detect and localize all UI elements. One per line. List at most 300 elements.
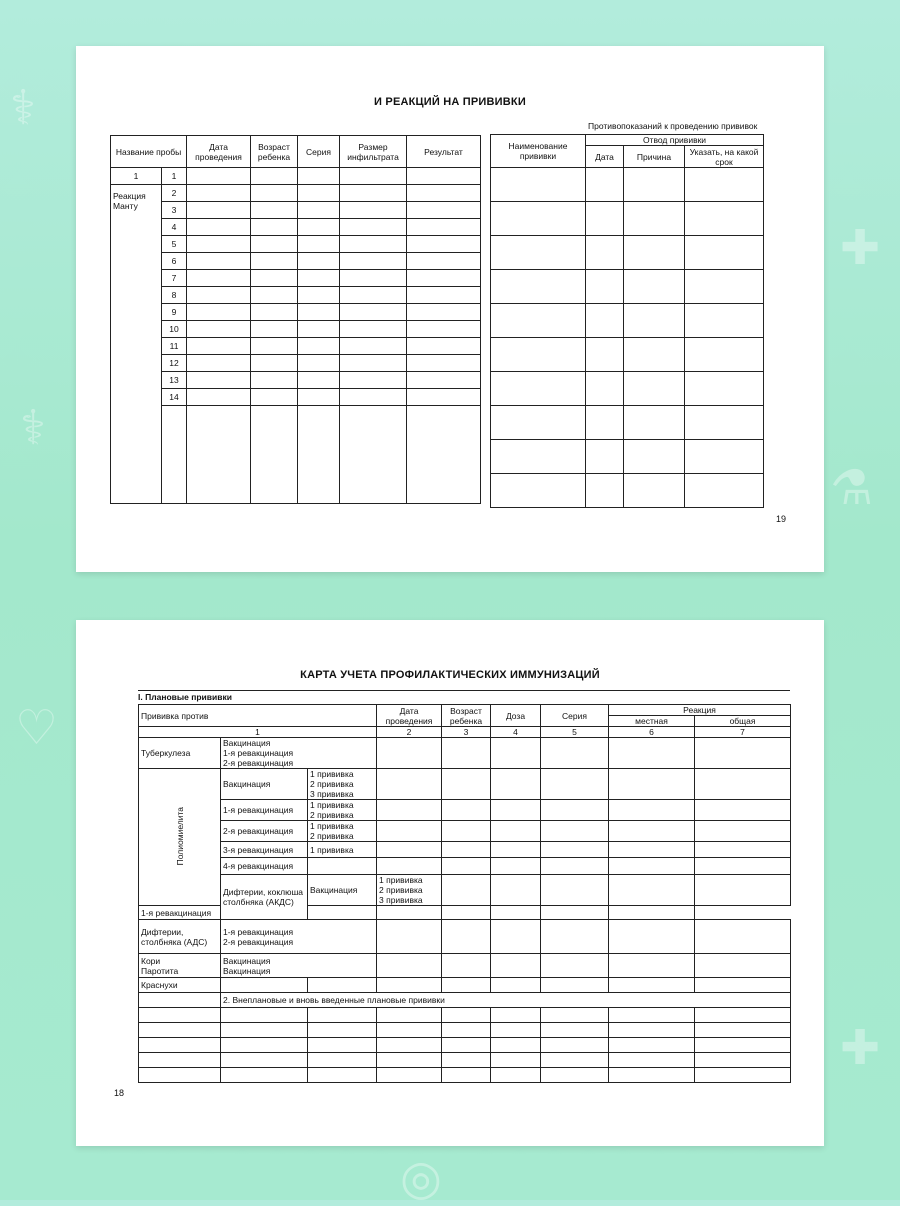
cell[interactable] — [187, 253, 251, 270]
cell[interactable] — [377, 800, 442, 821]
cell[interactable] — [541, 1038, 609, 1053]
cell[interactable] — [139, 1068, 221, 1083]
cell[interactable] — [695, 1053, 791, 1068]
cell[interactable] — [586, 338, 624, 372]
header-age: Возраст ребенка — [442, 705, 491, 727]
row-number: 2 — [162, 185, 187, 202]
cell[interactable] — [407, 236, 481, 253]
cell[interactable] — [377, 906, 442, 920]
cell[interactable] — [139, 1053, 221, 1068]
cell[interactable] — [685, 406, 764, 440]
row-number: 14 — [162, 389, 187, 406]
cell[interactable] — [491, 406, 586, 440]
tb-items: Вакцинация 1-я ревакцинация 2-я ревакцинация — [221, 738, 377, 769]
cell[interactable] — [541, 1053, 609, 1068]
cell[interactable] — [221, 1038, 308, 1053]
cell[interactable] — [586, 304, 624, 338]
cell[interactable] — [695, 1023, 791, 1038]
cell[interactable] — [187, 287, 251, 304]
table-row — [111, 185, 481, 202]
header-reaction: Реакция — [609, 705, 791, 716]
table-row — [491, 440, 764, 474]
polio-revacc-4: 4-я ревакцинация — [221, 858, 308, 875]
row-number: 4 — [162, 219, 187, 236]
cell[interactable] — [541, 769, 609, 800]
cell[interactable] — [624, 202, 685, 236]
cell[interactable] — [442, 858, 491, 875]
table-row — [111, 355, 481, 372]
polio-r2-doses: 1 прививка 2 прививка — [308, 821, 377, 842]
cell[interactable] — [491, 1068, 541, 1083]
cell[interactable] — [187, 389, 251, 406]
cell[interactable] — [340, 355, 407, 372]
cell[interactable] — [624, 406, 685, 440]
cell[interactable] — [340, 338, 407, 355]
cell[interactable] — [609, 738, 695, 769]
cell[interactable] — [251, 185, 298, 202]
cell[interactable] — [340, 168, 407, 185]
cell[interactable] — [586, 270, 624, 304]
cell[interactable] — [695, 1008, 791, 1023]
section-rule — [138, 690, 790, 691]
cell[interactable] — [377, 978, 442, 993]
cell[interactable] — [685, 304, 764, 338]
cell[interactable] — [377, 821, 442, 842]
cell[interactable] — [624, 270, 685, 304]
cell[interactable] — [685, 168, 764, 202]
cell[interactable] — [298, 389, 340, 406]
table-row — [111, 202, 481, 219]
contra-caption: Противопоказаний к проведению прививок — [588, 121, 758, 131]
cell[interactable] — [491, 270, 586, 304]
cell[interactable] — [187, 406, 251, 504]
polio-revacc-3: 3-я ревакцинация — [221, 842, 308, 858]
cell[interactable] — [541, 1023, 609, 1038]
cell[interactable] — [251, 236, 298, 253]
table-row — [491, 474, 764, 508]
table-row — [491, 304, 764, 338]
cell[interactable] — [298, 219, 340, 236]
cell[interactable] — [685, 338, 764, 372]
header-general: общая — [695, 716, 791, 727]
header-withdrawal: Отвод прививки — [586, 135, 764, 146]
cell[interactable] — [340, 219, 407, 236]
cell[interactable] — [695, 1068, 791, 1083]
cell[interactable] — [624, 372, 685, 406]
cell[interactable] — [377, 954, 442, 978]
cell[interactable] — [609, 906, 695, 920]
cell[interactable] — [308, 1068, 377, 1083]
cell[interactable] — [695, 800, 791, 821]
cell[interactable] — [541, 954, 609, 978]
cell[interactable] — [442, 1053, 491, 1068]
cell[interactable] — [442, 906, 491, 920]
cell[interactable] — [251, 372, 298, 389]
cell[interactable] — [442, 821, 491, 842]
cell[interactable] — [442, 954, 491, 978]
row-label-tuberculosis: Туберкулеза — [139, 738, 221, 769]
cell[interactable] — [586, 474, 624, 508]
cell[interactable] — [221, 1053, 308, 1068]
cell[interactable] — [609, 1068, 695, 1083]
cell[interactable] — [491, 769, 541, 800]
cell[interactable] — [442, 978, 491, 993]
row-number: 3 — [162, 202, 187, 219]
cell[interactable] — [340, 372, 407, 389]
table-row — [111, 389, 481, 406]
cross-icon: ✚ — [840, 220, 881, 276]
dt-items: 1-я ревакцинация 2-я ревакцинация — [221, 920, 377, 954]
row-number: 12 — [162, 355, 187, 372]
table-row — [111, 219, 481, 236]
cell[interactable] — [187, 321, 251, 338]
table-row — [491, 236, 764, 270]
cell[interactable] — [298, 253, 340, 270]
cell[interactable] — [695, 920, 791, 954]
header-result: Результат — [407, 136, 481, 168]
cell[interactable] — [221, 978, 308, 993]
cell[interactable] — [340, 406, 407, 504]
cell[interactable] — [491, 821, 541, 842]
cell[interactable] — [251, 389, 298, 406]
cell[interactable] — [624, 236, 685, 270]
table-row — [111, 321, 481, 338]
cell[interactable] — [609, 800, 695, 821]
cell[interactable] — [251, 355, 298, 372]
cell[interactable] — [187, 270, 251, 287]
table-row — [111, 406, 481, 504]
cell[interactable] — [685, 270, 764, 304]
cross-icon: ✚ — [840, 1020, 881, 1076]
cell[interactable] — [695, 769, 791, 800]
cell[interactable] — [251, 406, 298, 504]
cell[interactable] — [187, 355, 251, 372]
cell[interactable] — [491, 1053, 541, 1068]
cell[interactable] — [491, 304, 586, 338]
cell[interactable] — [308, 858, 377, 875]
cell[interactable] — [407, 168, 481, 185]
cell[interactable] — [609, 769, 695, 800]
cell[interactable] — [298, 185, 340, 202]
syringe-icon: ⚕ — [20, 400, 46, 456]
cell[interactable] — [187, 372, 251, 389]
table-row — [111, 372, 481, 389]
cell[interactable] — [377, 842, 442, 858]
polio-r3-doses: 1 прививка — [308, 842, 377, 858]
cell[interactable] — [541, 1068, 609, 1083]
cell[interactable] — [586, 440, 624, 474]
cell[interactable] — [377, 858, 442, 875]
col-number: 1 — [139, 727, 377, 738]
cell[interactable] — [491, 168, 586, 202]
cell[interactable] — [298, 304, 340, 321]
cell[interactable] — [442, 1023, 491, 1038]
cell[interactable] — [251, 287, 298, 304]
col-number: 7 — [695, 727, 791, 738]
cell[interactable] — [308, 1053, 377, 1068]
cell[interactable] — [541, 842, 609, 858]
cell[interactable] — [298, 406, 340, 504]
cell[interactable] — [586, 202, 624, 236]
row-label-measles-mumps: Кори Паротита — [139, 954, 221, 978]
cell[interactable] — [442, 800, 491, 821]
cell[interactable] — [187, 219, 251, 236]
cell[interactable] — [298, 338, 340, 355]
cell[interactable] — [340, 304, 407, 321]
cell[interactable] — [407, 355, 481, 372]
cell[interactable] — [298, 321, 340, 338]
cell[interactable] — [442, 738, 491, 769]
cell[interactable] — [586, 236, 624, 270]
row-label-mantoux: Реакция Манту — [111, 185, 162, 504]
cell[interactable] — [491, 920, 541, 954]
cell[interactable] — [308, 906, 377, 920]
cell[interactable] — [407, 321, 481, 338]
cell[interactable] — [340, 185, 407, 202]
cell[interactable] — [685, 372, 764, 406]
cell[interactable] — [491, 954, 541, 978]
cell[interactable] — [609, 1053, 695, 1068]
cell[interactable] — [541, 821, 609, 842]
cell[interactable] — [308, 1023, 377, 1038]
cell[interactable] — [442, 842, 491, 858]
header-series: Серия — [298, 136, 340, 168]
page-19 — [76, 46, 824, 572]
cell[interactable] — [162, 406, 187, 504]
cell[interactable] — [491, 738, 541, 769]
header-test-name: Название пробы — [111, 136, 187, 168]
header-series: Серия — [541, 705, 609, 727]
cell[interactable] — [340, 321, 407, 338]
bottle-icon: ⚗ — [830, 460, 874, 516]
cell[interactable] — [340, 202, 407, 219]
cell[interactable] — [407, 202, 481, 219]
cell[interactable] — [541, 906, 609, 920]
row-number: 5 — [162, 236, 187, 253]
cell[interactable] — [624, 338, 685, 372]
cell[interactable] — [609, 1008, 695, 1023]
row-label-rubella: Краснухи — [139, 978, 221, 993]
cell[interactable] — [298, 236, 340, 253]
cell[interactable] — [624, 440, 685, 474]
cell[interactable] — [340, 270, 407, 287]
cell[interactable] — [251, 304, 298, 321]
cell[interactable] — [407, 338, 481, 355]
cell[interactable] — [377, 1008, 442, 1023]
cell[interactable] — [340, 253, 407, 270]
cell[interactable] — [491, 440, 586, 474]
table-row — [139, 1038, 791, 1053]
cell[interactable] — [609, 954, 695, 978]
cell[interactable] — [541, 738, 609, 769]
cell[interactable] — [442, 769, 491, 800]
cell[interactable] — [298, 168, 340, 185]
header-size: Размер инфильтрата — [340, 136, 407, 168]
cell[interactable] — [695, 954, 791, 978]
cell[interactable] — [491, 202, 586, 236]
row-number: 7 — [162, 270, 187, 287]
cell[interactable] — [298, 270, 340, 287]
cell[interactable] — [187, 304, 251, 321]
cell[interactable] — [609, 875, 695, 906]
cell[interactable] — [407, 287, 481, 304]
cell[interactable] — [491, 474, 586, 508]
row-number: 1 — [162, 168, 187, 185]
row-number: 11 — [162, 338, 187, 355]
cell[interactable] — [586, 406, 624, 440]
cell[interactable] — [442, 1038, 491, 1053]
cell[interactable] — [407, 389, 481, 406]
cell[interactable] — [308, 1008, 377, 1023]
cell[interactable] — [685, 236, 764, 270]
cell[interactable] — [491, 800, 541, 821]
cell[interactable] — [187, 236, 251, 253]
cell[interactable] — [695, 875, 791, 906]
cell[interactable] — [442, 1008, 491, 1023]
cell[interactable] — [377, 1023, 442, 1038]
cell[interactable] — [407, 372, 481, 389]
cell[interactable] — [187, 168, 251, 185]
cell[interactable] — [407, 253, 481, 270]
cell[interactable] — [442, 1068, 491, 1083]
cell[interactable] — [221, 1008, 308, 1023]
table-row — [139, 1008, 791, 1023]
cell[interactable] — [407, 185, 481, 202]
cell[interactable] — [340, 389, 407, 406]
cell[interactable] — [491, 875, 541, 906]
cell[interactable] — [407, 219, 481, 236]
cell[interactable] — [298, 287, 340, 304]
cell[interactable] — [407, 270, 481, 287]
cell[interactable] — [541, 920, 609, 954]
table-row — [139, 1053, 791, 1068]
cell[interactable] — [586, 372, 624, 406]
cell[interactable] — [609, 821, 695, 842]
page-number: 19 — [776, 514, 787, 524]
cell[interactable] — [624, 474, 685, 508]
heart-icon: ♡ — [15, 700, 59, 756]
cell[interactable] — [541, 858, 609, 875]
cell[interactable] — [586, 168, 624, 202]
polio-revacc-1: 1-я ревакцинация — [221, 800, 308, 821]
polio-vaccination: Вакцинация — [221, 769, 308, 800]
cell[interactable] — [442, 920, 491, 954]
cell[interactable] — [609, 858, 695, 875]
cell[interactable] — [407, 406, 481, 504]
header-local: местная — [609, 716, 695, 727]
cell[interactable] — [377, 1068, 442, 1083]
cell[interactable] — [251, 270, 298, 287]
cell[interactable] — [407, 304, 481, 321]
cell[interactable] — [695, 978, 791, 993]
cell[interactable] — [685, 202, 764, 236]
cell[interactable] — [377, 1053, 442, 1068]
cell[interactable] — [340, 236, 407, 253]
cell[interactable] — [695, 1038, 791, 1053]
cell[interactable] — [377, 1038, 442, 1053]
cell[interactable] — [298, 202, 340, 219]
cell[interactable] — [298, 372, 340, 389]
cell[interactable] — [695, 858, 791, 875]
cell[interactable] — [491, 1038, 541, 1053]
col-number: 4 — [491, 727, 541, 738]
cell[interactable] — [609, 1038, 695, 1053]
cell[interactable] — [221, 1023, 308, 1038]
cell[interactable] — [491, 906, 541, 920]
cell[interactable] — [695, 738, 791, 769]
cell[interactable] — [251, 321, 298, 338]
cell[interactable] — [609, 978, 695, 993]
cell[interactable] — [340, 287, 407, 304]
cell[interactable] — [685, 440, 764, 474]
cell[interactable] — [541, 978, 609, 993]
cell[interactable] — [685, 474, 764, 508]
section-title: I. Плановые прививки — [138, 692, 232, 702]
cell[interactable] — [609, 1023, 695, 1038]
cell[interactable] — [251, 338, 298, 355]
table-row — [491, 168, 764, 202]
cell[interactable] — [377, 920, 442, 954]
cell[interactable] — [491, 1023, 541, 1038]
cell[interactable] — [251, 219, 298, 236]
cell[interactable] — [442, 875, 491, 906]
cell[interactable] — [251, 202, 298, 219]
cell[interactable] — [491, 1008, 541, 1023]
contraindications-table — [490, 134, 764, 508]
cell[interactable] — [491, 372, 586, 406]
cell[interactable] — [251, 168, 298, 185]
cell[interactable] — [377, 769, 442, 800]
cell[interactable] — [695, 821, 791, 842]
cell[interactable] — [377, 738, 442, 769]
row-label-polio: Полиомиелита — [139, 769, 221, 906]
cell[interactable] — [221, 1068, 308, 1083]
cell[interactable] — [139, 1008, 221, 1023]
cell[interactable] — [541, 875, 609, 906]
cell[interactable] — [139, 1038, 221, 1053]
page-title: И РЕАКЦИЙ НА ПРИВИВКИ — [374, 96, 526, 108]
cell[interactable] — [541, 1008, 609, 1023]
cell[interactable] — [491, 858, 541, 875]
cell[interactable] — [541, 800, 609, 821]
table-row — [111, 253, 481, 270]
cell[interactable] — [609, 920, 695, 954]
cell[interactable] — [609, 842, 695, 858]
cell[interactable] — [695, 842, 791, 858]
cell[interactable] — [491, 236, 586, 270]
header-date: Дата проведения — [187, 136, 251, 168]
cell[interactable] — [624, 304, 685, 338]
cell[interactable] — [139, 1023, 221, 1038]
cell[interactable] — [308, 978, 377, 993]
cell[interactable] — [187, 185, 251, 202]
table-row — [111, 270, 481, 287]
pill-icon: ◎ — [400, 1150, 442, 1206]
cell[interactable] — [298, 355, 340, 372]
cell[interactable] — [491, 338, 586, 372]
table-row — [491, 406, 764, 440]
header-vaccine: Прививка против — [139, 705, 377, 727]
cell[interactable] — [308, 1038, 377, 1053]
cell[interactable] — [187, 338, 251, 355]
cell[interactable] — [491, 842, 541, 858]
cell[interactable] — [251, 253, 298, 270]
cell[interactable] — [624, 168, 685, 202]
table-row — [491, 338, 764, 372]
cell[interactable] — [491, 978, 541, 993]
cell[interactable] — [187, 202, 251, 219]
table-row — [111, 287, 481, 304]
